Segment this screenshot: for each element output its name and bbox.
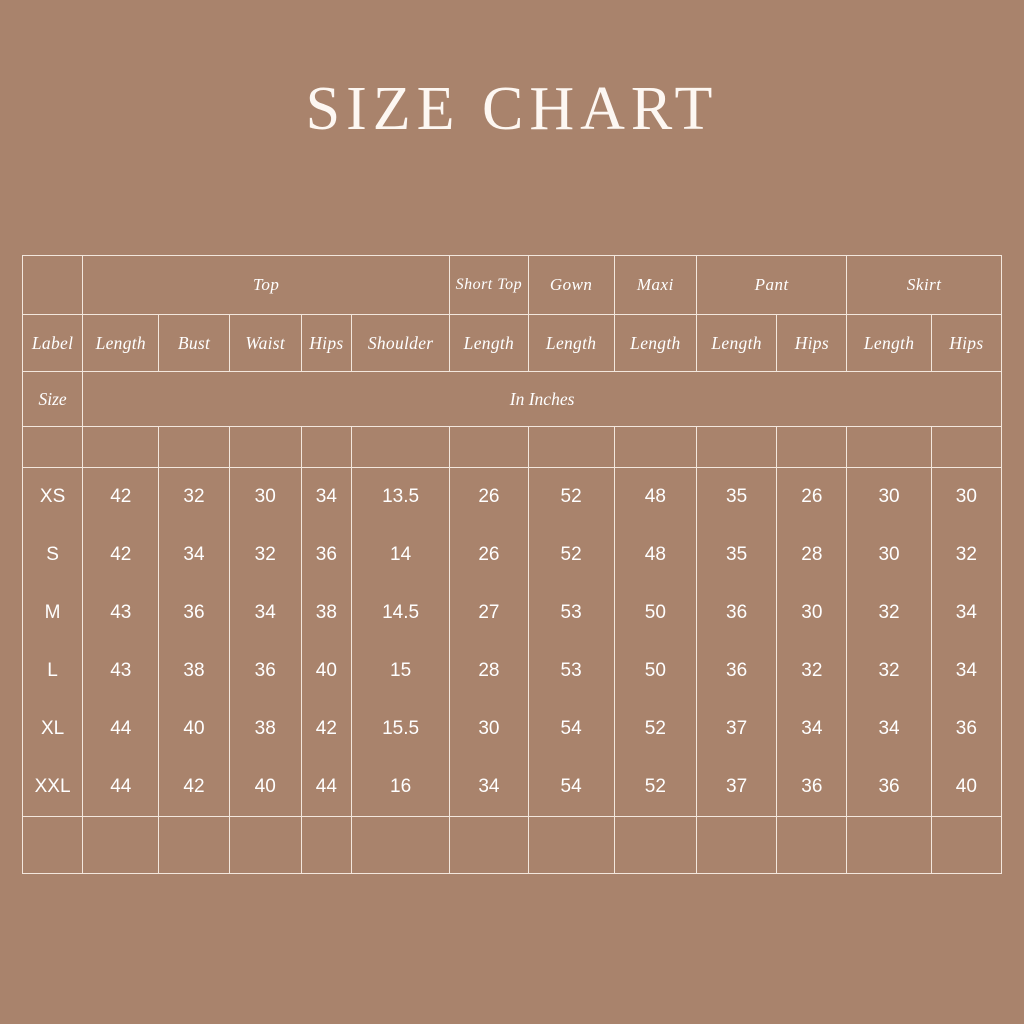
cell-pant-hips: 34 <box>777 700 847 758</box>
cell-skirt-length: 32 <box>847 584 931 642</box>
column-header-skirt-hips: Hips <box>931 315 1001 372</box>
row-label: M <box>23 584 83 642</box>
cell-skirt-hips: 36 <box>931 700 1001 758</box>
cell-top-shoulder: 14.5 <box>351 584 449 642</box>
cell-gown-length: 52 <box>528 468 614 527</box>
column-header-top-waist: Waist <box>229 315 301 372</box>
spacer-cell-11 <box>847 427 931 468</box>
cell-maxi-length: 52 <box>614 700 696 758</box>
table-row <box>23 526 1002 584</box>
cell-pant-hips: 26 <box>777 468 847 527</box>
bottom-cap-cell-11 <box>847 817 931 874</box>
cell-skirt-length: 30 <box>847 526 931 584</box>
column-header-skirt-length: Length <box>847 315 931 372</box>
page-title: SIZE CHART <box>305 75 719 143</box>
cell-short-top-length: 27 <box>450 584 528 642</box>
spacer-cell-8 <box>614 427 696 468</box>
cell-skirt-length: 32 <box>847 642 931 700</box>
cell-top-bust: 34 <box>159 526 229 584</box>
spacer-cell-6 <box>450 427 528 468</box>
group-header-maxi: Maxi <box>614 256 696 315</box>
spacer-cell-10 <box>777 427 847 468</box>
cell-top-bust: 42 <box>159 758 229 817</box>
column-header-top-bust: Bust <box>159 315 229 372</box>
row-label: L <box>23 642 83 700</box>
cell-top-length: 44 <box>83 700 159 758</box>
cell-top-waist: 40 <box>229 758 301 817</box>
cell-top-waist: 34 <box>229 584 301 642</box>
table-header <box>23 256 1002 427</box>
bottom-cap-cell-6 <box>450 817 528 874</box>
cell-gown-length: 53 <box>528 642 614 700</box>
group-header-skirt: Skirt <box>847 256 1002 315</box>
cell-top-hips: 44 <box>301 758 351 817</box>
bottom-cap-cell-4 <box>301 817 351 874</box>
cell-skirt-hips: 30 <box>931 468 1001 527</box>
cell-skirt-hips: 34 <box>931 642 1001 700</box>
cell-top-shoulder: 15 <box>351 642 449 700</box>
cell-top-bust: 36 <box>159 584 229 642</box>
group-header-top: Top <box>83 256 450 315</box>
cell-maxi-length: 48 <box>614 468 696 527</box>
cell-skirt-hips: 34 <box>931 584 1001 642</box>
bottom-cap-cell-9 <box>696 817 776 874</box>
cell-pant-length: 36 <box>696 642 776 700</box>
table-row <box>23 642 1002 700</box>
column-header-pant-hips: Hips <box>777 315 847 372</box>
cell-gown-length: 54 <box>528 700 614 758</box>
cell-top-waist: 36 <box>229 642 301 700</box>
column-header-maxi-length: Length <box>614 315 696 372</box>
bottom-cap-cell-5 <box>351 817 449 874</box>
column-header-label: Label <box>23 315 83 372</box>
bottom-cap-cell-10 <box>777 817 847 874</box>
table-row <box>23 758 1002 817</box>
bottom-cap-cell-12 <box>931 817 1001 874</box>
cell-skirt-hips: 32 <box>931 526 1001 584</box>
cell-top-hips: 42 <box>301 700 351 758</box>
cell-top-length: 43 <box>83 584 159 642</box>
bottom-cap-row <box>23 817 1002 874</box>
column-header-top-shoulder: Shoulder <box>351 315 449 372</box>
bottom-cap-cell-2 <box>159 817 229 874</box>
table-row <box>23 468 1002 527</box>
cell-top-shoulder: 15.5 <box>351 700 449 758</box>
cell-pant-length: 36 <box>696 584 776 642</box>
cell-gown-length: 53 <box>528 584 614 642</box>
column-header-short-top-length: Length <box>450 315 528 372</box>
cell-top-shoulder: 16 <box>351 758 449 817</box>
cell-top-hips: 36 <box>301 526 351 584</box>
size-chart-table <box>22 255 1002 874</box>
spacer-cell-12 <box>931 427 1001 468</box>
row-label: XL <box>23 700 83 758</box>
spacer-row <box>23 427 1002 468</box>
cell-skirt-hips: 40 <box>931 758 1001 817</box>
bottom-cap-cell-1 <box>83 817 159 874</box>
group-header-empty <box>23 256 83 315</box>
cell-skirt-length: 30 <box>847 468 931 527</box>
cell-skirt-length: 34 <box>847 700 931 758</box>
cell-maxi-length: 50 <box>614 642 696 700</box>
cell-top-hips: 34 <box>301 468 351 527</box>
cell-pant-length: 35 <box>696 526 776 584</box>
cell-short-top-length: 30 <box>450 700 528 758</box>
unit-row <box>23 372 1002 427</box>
row-label: S <box>23 526 83 584</box>
unit-row-value: In Inches <box>83 372 1002 427</box>
row-label: XS <box>23 468 83 527</box>
cell-top-bust: 40 <box>159 700 229 758</box>
cell-top-length: 44 <box>83 758 159 817</box>
table-row <box>23 700 1002 758</box>
cell-pant-length: 37 <box>696 700 776 758</box>
group-header-short-top: Short Top <box>450 256 528 315</box>
spacer-cell-2 <box>159 427 229 468</box>
column-header-row <box>23 315 1002 372</box>
cell-short-top-length: 26 <box>450 526 528 584</box>
cell-top-shoulder: 14 <box>351 526 449 584</box>
cell-top-length: 42 <box>83 468 159 527</box>
column-header-gown-length: Length <box>528 315 614 372</box>
group-header-pant: Pant <box>696 256 846 315</box>
bottom-cap-cell-7 <box>528 817 614 874</box>
cell-maxi-length: 52 <box>614 758 696 817</box>
cell-maxi-length: 48 <box>614 526 696 584</box>
table-row <box>23 584 1002 642</box>
size-chart-table-wrapper <box>22 255 1002 874</box>
column-header-pant-length: Length <box>696 315 776 372</box>
cell-pant-hips: 28 <box>777 526 847 584</box>
bottom-cap-cell-8 <box>614 817 696 874</box>
table-body <box>23 468 1002 817</box>
cell-skirt-length: 36 <box>847 758 931 817</box>
cell-pant-hips: 36 <box>777 758 847 817</box>
cell-top-waist: 38 <box>229 700 301 758</box>
column-header-top-length: Length <box>83 315 159 372</box>
table-bottom-cap <box>23 817 1002 874</box>
cell-top-hips: 40 <box>301 642 351 700</box>
cell-top-waist: 30 <box>229 468 301 527</box>
cell-maxi-length: 50 <box>614 584 696 642</box>
spacer-cell-1 <box>83 427 159 468</box>
cell-pant-hips: 30 <box>777 584 847 642</box>
cell-top-hips: 38 <box>301 584 351 642</box>
cell-top-length: 43 <box>83 642 159 700</box>
cell-short-top-length: 34 <box>450 758 528 817</box>
spacer-cell-4 <box>301 427 351 468</box>
cell-short-top-length: 26 <box>450 468 528 527</box>
cell-short-top-length: 28 <box>450 642 528 700</box>
cell-pant-hips: 32 <box>777 642 847 700</box>
spacer-cell-0 <box>23 427 83 468</box>
cell-gown-length: 54 <box>528 758 614 817</box>
spacer-cell-9 <box>696 427 776 468</box>
cell-top-length: 42 <box>83 526 159 584</box>
cell-top-waist: 32 <box>229 526 301 584</box>
group-header-gown: Gown <box>528 256 614 315</box>
cell-pant-length: 35 <box>696 468 776 527</box>
cell-top-bust: 38 <box>159 642 229 700</box>
bottom-cap-cell-3 <box>229 817 301 874</box>
cell-gown-length: 52 <box>528 526 614 584</box>
table-spacer <box>23 427 1002 468</box>
spacer-cell-7 <box>528 427 614 468</box>
spacer-cell-5 <box>351 427 449 468</box>
spacer-cell-3 <box>229 427 301 468</box>
group-header-row <box>23 256 1002 315</box>
cell-top-bust: 32 <box>159 468 229 527</box>
cell-pant-length: 37 <box>696 758 776 817</box>
unit-row-label: Size <box>23 372 83 427</box>
column-header-top-hips: Hips <box>301 315 351 372</box>
row-label: XXL <box>23 758 83 817</box>
cell-top-shoulder: 13.5 <box>351 468 449 527</box>
bottom-cap-cell-0 <box>23 817 83 874</box>
